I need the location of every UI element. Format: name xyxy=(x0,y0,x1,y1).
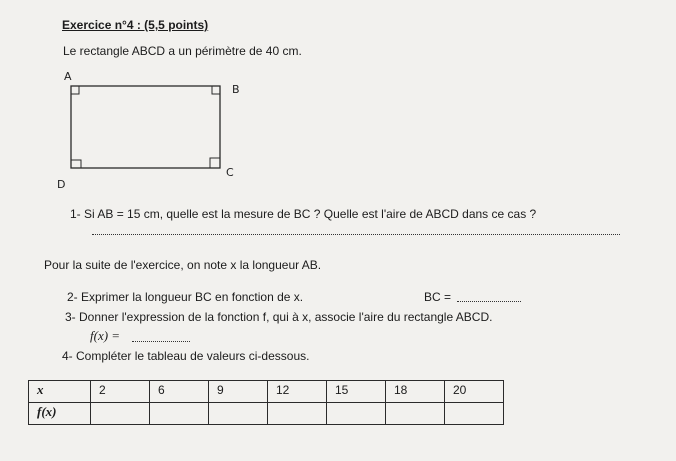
exercise-title: Exercice n°4 : (5,5 points) xyxy=(62,18,209,32)
table-row-fx xyxy=(29,403,504,425)
table-header-fx: f(x) xyxy=(29,403,91,425)
fx-answer-label: f(x) = xyxy=(90,328,121,343)
vertex-label-b: B xyxy=(232,83,240,96)
bc-answer-label: BC = xyxy=(424,290,452,304)
table-cell-x-2: 6 xyxy=(150,381,209,403)
table-cell-fx-7[interactable] xyxy=(445,403,504,425)
vertex-label-a: A xyxy=(64,70,72,83)
bc-answer-line xyxy=(457,301,521,302)
table-cell-x-5: 15 xyxy=(327,381,386,403)
table-cell-fx-6[interactable] xyxy=(386,403,445,425)
table-cell-fx-5[interactable] xyxy=(327,403,386,425)
answer-line-1 xyxy=(92,234,620,235)
table-cell-x-7: 20 xyxy=(445,381,504,403)
vertex-label-d: D xyxy=(57,178,66,191)
table-row-x xyxy=(29,381,504,403)
table-cell-fx-1[interactable] xyxy=(91,403,150,425)
vertex-label-c: C xyxy=(226,166,234,179)
right-angle-mark-d xyxy=(71,160,81,168)
right-angle-mark-b xyxy=(212,86,220,94)
table-cell-fx-3[interactable] xyxy=(209,403,268,425)
table-cell-x-1: 2 xyxy=(91,381,150,403)
values-table xyxy=(28,380,504,425)
table-cell-fx-2[interactable] xyxy=(150,403,209,425)
table-cell-x-6: 18 xyxy=(386,381,445,403)
table-header-x: x xyxy=(29,381,91,403)
question-3: 3- Donner l'expression de la fonction f, qui à x, associe l'aire du rectangle ABCD. xyxy=(65,310,493,324)
table-cell-fx-4[interactable] xyxy=(268,403,327,425)
question-4: 4- Compléter le tableau de valeurs ci-dessous. xyxy=(62,349,310,363)
table-cell-x-4: 12 xyxy=(268,381,327,403)
question-1: 1- Si AB = 15 cm, quelle est la mesure de BC ? Quelle est l'aire de ABCD dans ce cas ? xyxy=(70,207,537,221)
variable-note: Pour la suite de l'exercice, on note x la longueur AB. xyxy=(44,258,322,272)
question-2: 2- Exprimer la longueur BC en fonction de x. xyxy=(67,290,304,304)
rectangle-abcd xyxy=(71,86,220,168)
exercise-intro: Le rectangle ABCD a un périmètre de 40 cm. xyxy=(63,44,302,58)
fx-answer-line xyxy=(132,341,190,342)
right-angle-mark-c xyxy=(210,158,220,168)
table-cell-x-3: 9 xyxy=(209,381,268,403)
rectangle-abcd-figure xyxy=(40,66,250,191)
right-angle-mark-a xyxy=(71,86,79,94)
